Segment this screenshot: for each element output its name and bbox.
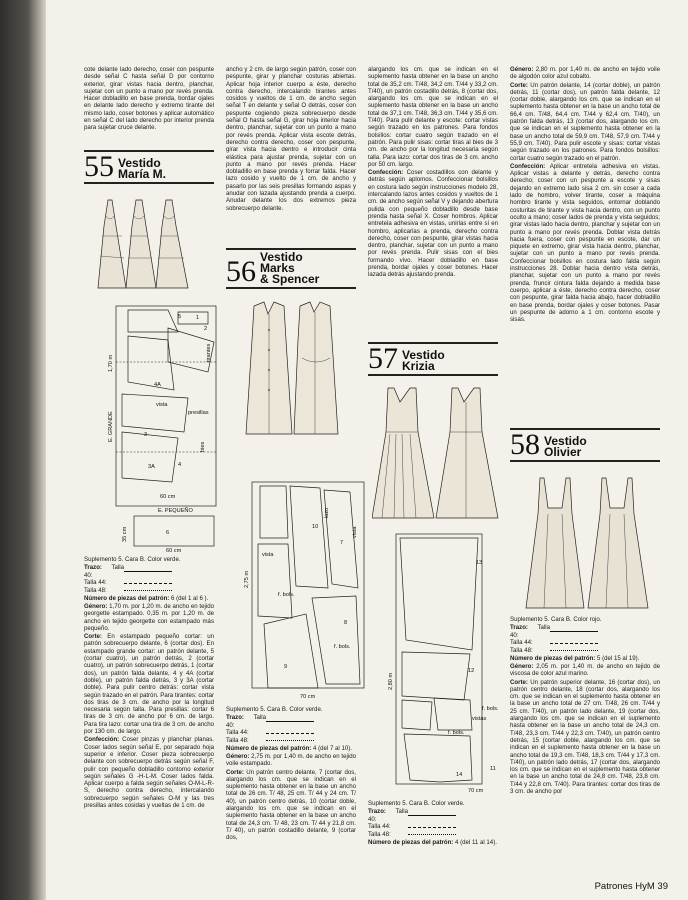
model-number: 58 [510, 428, 540, 461]
page-footer: Patrones HyM 39 [594, 881, 668, 892]
pattern-label: 70 cm [300, 694, 316, 700]
line-style-44 [124, 580, 172, 587]
pattern-label: 1,70 m [108, 354, 114, 372]
pattern-label: 10 [312, 524, 319, 530]
pattern-label: 2,75 m [244, 570, 250, 588]
line-style-40 [408, 812, 456, 819]
paragraph: Corte: Un patrón centro delante, 7 (cortar dos, alargando los cm. que se indican en el suplemento hasta obtener en la base un ancho total de 26 cm. T/ 48, 25 cm. T/ 44 y 24 cm. T/ 40), un patrón centro detrás, 10 (cortar doble, alargando los cm. que se indican en el suplemento hasta obtener en la base un ancho total de 24,3 cm. T/ 48, 23 cm. T/ 44 y 21,8 cm. T/ 40), un patrón costadillo delante, 9 (cortar dos, [226, 768, 356, 842]
model-57-instructions [368, 800, 498, 847]
pattern-label: 12 [468, 668, 475, 674]
pattern-label: 70 cm [468, 788, 484, 792]
model-57-illustration [372, 384, 502, 524]
paragraph: Corte: Un patrón delante, 14 (cortar doble), un patrón detrás, 11 (cortar dos), un patrón falda delante, 12 (cortar doble, alargando los cm. que se indican en el suplemento hasta obtener en la base un ancho total de 66,4 cm. T/48, 64,4 cm. T/44 y 62,4 cm. T/40), un patrón falda detrás, 13 (cortar dos, alargando los cm. que se indican en el suplemento hasta obtener en la base un ancho total de 59,9 cm. T/48, 57,9 cm. T/44 y 55,9 cm. T/40). Para pulir escote y sisas: cortar vistas según trazado en los patrones. Para fondos bolsillos: cortar cuatro según trazado en el patrón. [510, 81, 660, 162]
model-57-pattern-diagram [380, 530, 500, 792]
pattern-label: bies [200, 441, 206, 452]
pattern-label: E. PEQUEÑO [158, 508, 193, 514]
column-3 [368, 66, 498, 280]
paragraph: Género: 2,05 m. por 1,40 m. de ancho en tejido de viscosa de color azul marino. [510, 662, 660, 678]
pattern-label: f. bols. [334, 644, 351, 650]
pattern-label: 60 cm [160, 494, 176, 500]
paragraph: Número de piezas del patrón: 4 (del 7 al 10). [226, 744, 352, 752]
trazo-label: Trazo: [84, 564, 102, 572]
pattern-label: 6 [166, 530, 170, 536]
pattern-label: 7 [340, 540, 344, 546]
line-style-40 [266, 718, 314, 725]
model-55-illustration [96, 196, 204, 294]
paragraph: Confección: Aplicar entretela adhesiva en vistas. Aplicar vistas a delante y detrás, derecho contra derecho; coser con un pespunte a escote y sisas dejando en extremo lado sisa 2 cm. sin coser a cada lado de hombro, volver tirante, coser a máquina hombro tirante y vista seguidos, entornar doblando costuritas de tirante y vista hacia dentro, con un punto oculto a mano; coser lados de prenda y vista seguidos; girar vistas lado hacia dentro, planchar y sujetar con un punto a mano por revés prenda. Doblar vista detrás hacia fuera, coser con pespunte en escote, dar un piquete en extremo, girar vista hacia dentro, planchar, sujetar con un punto a mano por revés prenda. Confeccionar bolsillos en costura lado falda según instrucciones 28. Doblar hacia dentro vista detrás, planchar, sujetar con un punto a mano por revés prenda, fruncir cintura falda dejando a medida base cuerpo, aplicar a éste, derecho contra derecho, coser con pespunte, girar falda hacia abajo, hacer dobladillo en base prenda, bordar ojales y coser botones. Pasar un pespunte de adorno a 1 cm. contorno escote y sisas. [510, 162, 660, 324]
model-number: 57 [368, 342, 398, 375]
model-56-pattern-diagram [240, 478, 370, 700]
magazine-page [46, 0, 688, 900]
size-label: Talla 48: [84, 587, 107, 595]
pattern-label: 3 [144, 432, 148, 438]
paragraph: Confección: Coser pinzas y planchar planas. Coser lados según señal E, por separado hoja superior e inferior. Coser pieza sobrecuerpo delante con sobrecuerpo detrás según señal F, pulir con pequeño dobladillo contorno exterior según señales G -H-L-M. Coser lados falda. Aplicar cuerpo a falda según señales O-M-L-R-S, derecho contra derecho, intercalando sobrecuerpo según señales O-M y las tres presillas antes cosidas y vueltas de 1 cm. de [84, 736, 214, 809]
pattern-label: 14 [456, 772, 463, 778]
pattern-label: 2,80 m [388, 672, 394, 690]
pattern-label: vista [156, 402, 168, 408]
paragraph: Confección: Coser costadillos con delante y detrás según aplomos. Confeccionar bolsillos en costura lado según instrucciones modelo 28, intercalando lazos antes cosidos y vueltos de 1 cm. de ancho según señal V y dejando abertura pulida con pequeño dobladillo desde base prenda hasta señal X. Coser hombros. Aplicar entretela adhesiva en vistas, unirlas entre sí en hombro, aplicarlas a prenda, derecho contra derecho, coser con pespunte, girar vistas hacia dentro, planchar, sujetar con un punto a mano por revés prenda. Pulir sisas con el bies formando vivo. Hacer dobladillo en base prenda, bordar ojales y coser botones. Hacer lazada detrás ajustando prenda. [368, 169, 498, 279]
paragraph: Género: 1,70 m. por 1,20 m. de ancho en tejido georgette estampado. 0,35 m. por 1,20 m. de ancho en tejido georgette con estampado más pequeño. [84, 602, 214, 632]
pattern-label: 60 cm [166, 548, 182, 552]
column-2 [226, 66, 356, 213]
col1-intro: cote delante lado derecho, coser con pespunte desde señal C hasta señal D por contorno exterior, girar vistas hacia dentro, planchar, sujetar con un punto a mano por revés prenda. Hacer dobladillo en base prenda, bordar ojales en delante lado derecho y extremo tirante del mismo lado, coser botones y aplicar automático en señal C del lado derecho por interior prenda para sujetar cruce delante. [84, 66, 214, 132]
column-4 [510, 66, 660, 324]
size-key: Trazo: Talla 40: Talla 44: Talla 48: [368, 808, 498, 838]
paragraph: Género: 2,75 m. por 1,40 m. de ancho en tejido voile estampado. [226, 752, 356, 768]
size-label: Talla 44: [84, 579, 107, 587]
pattern-label: vista [352, 526, 358, 538]
pattern-label: 4A [154, 382, 161, 388]
line-style-40 [550, 628, 598, 635]
line-style-44 [266, 730, 314, 737]
pattern-label: 4 [178, 462, 182, 468]
line-style-48 [550, 647, 598, 654]
paragraph: Número de piezas del patrón: 4 (del 11 al 14). [368, 838, 497, 846]
paragraph: alargando los cm. que se indican en el suplemento hasta obtener en la base un ancho total de 35,2 cm. T/48, 34,2 cm. T/44 y 33,2 cm. T/40), un patrón costadillo detrás, 8 (cortar dos, alargando los cm. que se indican en el suplemento hasta obtener en la base un ancho total de 37,1 cm. T/48, 36,3 cm. T/44 y 35,6 cm. T/40). Para pulir delante y escote: cortar vistas según trazado en los patrones. Para fondos bolsillos: cortar cuatro según trazado en el patrón. Para pulir sisas: cortar tiras al bies de 3 cm. de ancho por la longitud necesaria según talla. Para lazo: cortar dos tiras de 3 cm. ancho por 50 cm. largo. [368, 66, 498, 168]
paragraph: Género: 2,80 m. por 1,40 m. de ancho en tejido voile de algodón color azul cobalto. [510, 66, 660, 81]
pattern-label: f. bols. [482, 706, 499, 712]
pattern-label: vistas [472, 716, 487, 722]
pattern-label: presillas [188, 410, 209, 416]
line-style-48 [124, 587, 172, 594]
line-style-48 [266, 737, 314, 744]
supplement-note: Suplemento 5. Cara B. Color verde. [368, 800, 465, 807]
pattern-label: vista [262, 552, 274, 558]
model-number: 56 [226, 255, 256, 288]
size-key: Trazo: Talla 40: Talla 44: Talla 48: [226, 714, 356, 744]
pattern-label: 3A [148, 464, 155, 470]
line-style-40 [124, 568, 172, 575]
supplement-note: Suplemento 5. Cara B. Color rojo. [510, 616, 602, 623]
model-56-header: 56 Vestido Marks & Spencer [226, 248, 356, 289]
size-label: Talla 40: [84, 564, 124, 579]
size-key: Trazo: Talla 40: Talla 44: Talla 48: [510, 624, 660, 654]
pattern-label: lazo [324, 507, 330, 518]
line-style-44 [408, 824, 456, 831]
model-title-line2: María M. [118, 167, 167, 181]
column-1 [84, 66, 214, 133]
pattern-label: 8 [344, 620, 348, 626]
model-58-instructions [510, 616, 660, 796]
pattern-label: f. bols. [278, 592, 295, 598]
model-56-illustration [242, 300, 342, 440]
paragraph: Corte: Un patrón superior delante, 16 (cortar dos), un patrón centro delante, 18 (cortar dos, alargando los cm. que se indican en el suplemento hasta obtener en la base un ancho total de 27 cm. T/48, 26 cm. T/44 y 25 cm. T/40), un patrón lado delante, 19 (cortar dos, alargando los cm. que se indican en el suplemento hasta obtener en la base un ancho total de 24,3 cm. T/48, 23,3 cm. T/44 y 22,3 cm. T/40), un patrón centro detrás, 15 (cortar doble, alargando los cm. que se indican en el suplemento hasta obtener en la base un ancho total de 19,3 cm. T/48, 18,3 cm. T/44 y 17,3 cm. T/40), un patrón lado detrás, 17 (cortar dos, alargando los cm. que se indican en el suplemento hasta obtener en la base un ancho total de 24,8 cm. T/48, 23,8 cm. T/44 y 22,8 cm. T/40). Para tirantes: cortar dos tiras de 3 cm. de ancho por [510, 678, 660, 796]
pattern-label: f. bols. [448, 730, 465, 736]
supplement-note: Suplemento 5. Cara B. Color verde. [226, 706, 323, 713]
line-style-44 [550, 640, 598, 647]
pattern-label: 9 [284, 664, 288, 670]
model-55-pattern-diagram [108, 302, 228, 552]
pattern-label: 1 [196, 315, 200, 321]
pattern-label: E. GRANDE [108, 411, 114, 442]
paragraph: Número de piezas del patrón: 5 (del 15 al 19). [510, 654, 640, 662]
model-55-header [84, 150, 214, 184]
paragraph: Número de piezas del patrón: 6 (del 1 al 6 ). [84, 594, 209, 602]
binding-spine [0, 0, 46, 900]
pattern-label: 2 [204, 326, 208, 332]
model-58-illustration [522, 474, 652, 614]
line-style-48 [408, 831, 456, 838]
supplement-note: Suplemento 5. Cara B. Color verde. [84, 556, 181, 563]
pattern-label: 5 [178, 314, 182, 320]
model-55-instructions [84, 556, 214, 810]
pattern-label: 13 [476, 560, 483, 566]
model-57-header: 57 Vestido Krizia [368, 342, 498, 376]
model-number: 55 [84, 150, 114, 183]
paragraph: Corte: En estampado pequeño cortar: un patrón sobrecuerpo delante, 6 (cortar dos). En estampado grande cortar: un patrón delante, 5 (cortar cuatro), un patrón detrás, 2 (cortar cuatro), un patrón sobrecuerpo detrás, 1 (cortar dos), un patrón falda delante, 4 y 4A (cortar doble), un patrón falda detrás, 3 y 3A (cortar doble). Para pulir centro detrás: cortar vista según trazado en el patrón. Para tirantes: cortar dos tiras de 3 cm. de ancho por la longitud necesaria según talla. Para presillas: cortar 6 tiras de 3 cm. de ancho por 6 cm. de largo. Para tira lazo: cortar una tira de 3 cm. de ancho por 130 cm. de largo. [84, 633, 214, 736]
pattern-label: 35 cm [122, 526, 128, 542]
paragraph: ancho y 2 cm. de largo según patrón, coser con pespunte, girar y planchar costuras abiertas. Aplicar hoja interior cuerpo a éste, derecho contra derecho, intercalando tirantes antes cosidos y vueltos de 1 cm. de ancho según señal T en delante y señal O detrás, coser con pespunte cogiendo pieza sobrecuerpo desde señal O hasta señal G, girar hoja interior hacia dentro, planchar, sujetar con un punto a mano por revés prenda. Aplicar vista escote detrás, derecho contra derecho, coser con pespunte, girar vista hacia dentro e introducir cinta elástica para ajustar prenda, sujetar con un punto a mano por revés prenda. Hacer dobladillo en base prenda y forrar falda. Hacer lazo cosido y vuelto de 1 cm. de ancho y pasarlo por las seis presillas formando aspas y anudar con lazada ajustando prenda a cuerpo. Anudar delante los dos extremos pieza sobrecuerpo delante. [226, 66, 356, 212]
pattern-label: 11 [490, 766, 496, 772]
model-58-header: 58 Vestido Olivier [510, 428, 660, 462]
model-56-instructions [226, 706, 356, 843]
pattern-label: tirantes [206, 343, 212, 362]
size-key [84, 564, 214, 594]
model-title-line1: Vestido [118, 156, 161, 170]
